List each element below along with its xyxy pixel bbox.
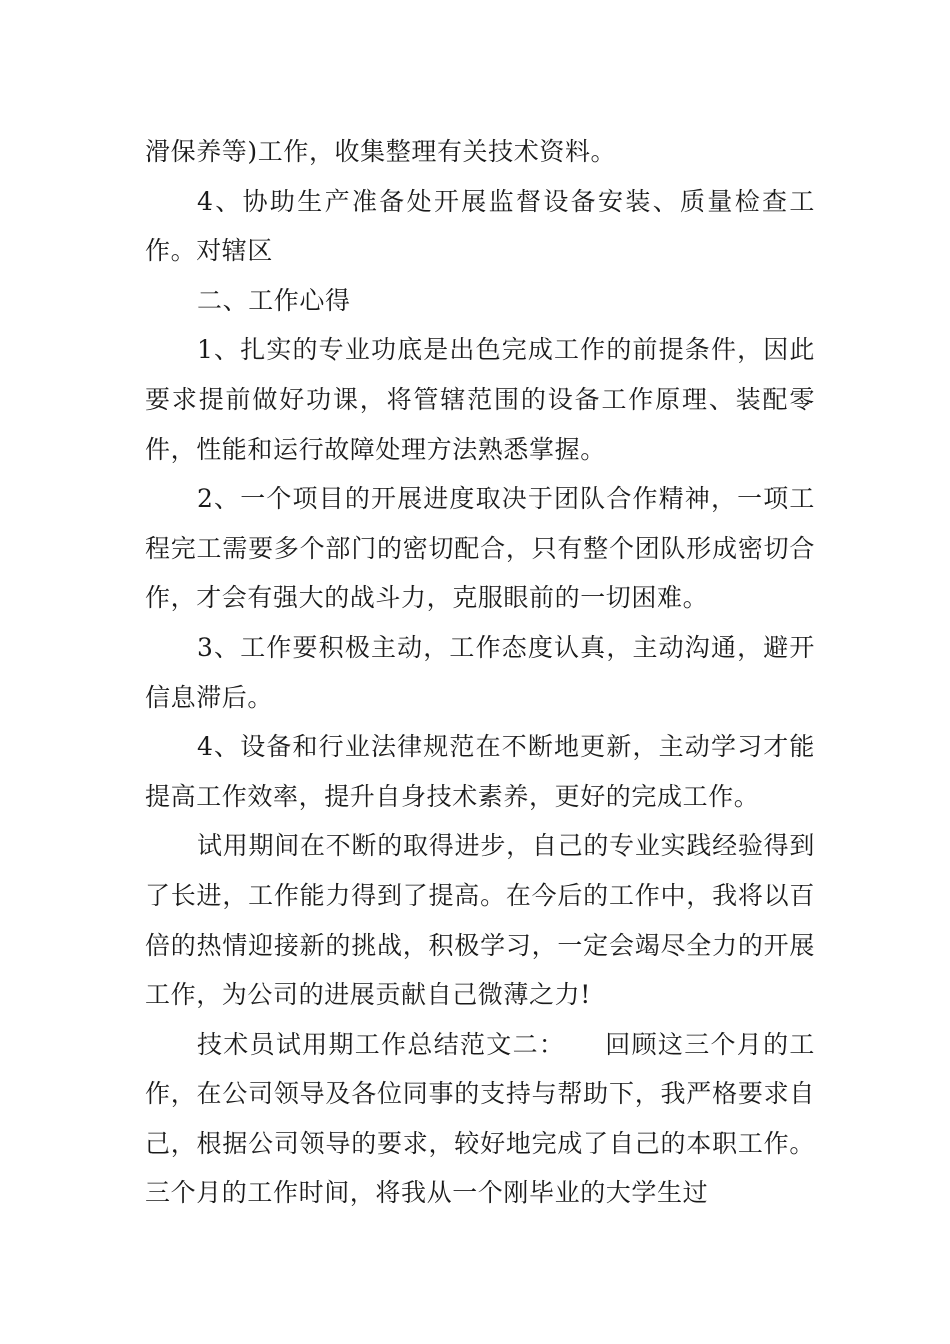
- section-heading-work-experience: 二、工作心得: [197, 285, 351, 315]
- paragraph-conclusion: 试用期间在不断的取得进步，自己的专业实践经验得到了长进，工作能力得到了提高。在今后的工作中，我将以百倍的热情迎接新的挑战，积极学习，一定会竭尽全力的开展工作，为公司的进展贡献自己微薄之力!: [145, 831, 815, 1010]
- paragraph-duty-4: 4、协助生产准备处开展监督设备安装、质量检查工作。对辖区: [145, 186, 815, 266]
- paragraph-insight-2: 2、一个项目的开展进度取决于团队合作精神，一项工程完工需要多个部门的密切配合，只有整个团队形成密切合作，才会有强大的战斗力，克服眼前的一切困难。: [145, 484, 815, 613]
- paragraph-insight-4: 4、设备和行业法律规范在不断地更新，主动学习才能提高工作效率，提升自身技术素养，更好的完成工作。: [145, 732, 815, 811]
- paragraph-insight-3: 3、工作要积极主动，工作态度认真，主动沟通，避开信息滞后。: [145, 632, 815, 712]
- document-body: [145, 127, 815, 1218]
- paragraph-insight-1: 1、扎实的专业功底是出色完成工作的前提条件，因此要求提前做好功课，将管辖范围的设备工作原理、装配零件，性能和运行故障处理方法熟悉掌握。: [145, 335, 815, 464]
- paragraph-sample-two: 技术员试用期工作总结范文二： 回顾这三个月的工作，在公司领导及各位同事的支持与帮助下，我严格要求自己，根据公司领导的要求，较好地完成了自己的本职工作。三个月的工作时间，将我从一个刚毕业的大学生过: [145, 1029, 815, 1208]
- paragraph-continuation: 滑保养等)工作，收集整理有关技术资料。: [145, 137, 617, 166]
